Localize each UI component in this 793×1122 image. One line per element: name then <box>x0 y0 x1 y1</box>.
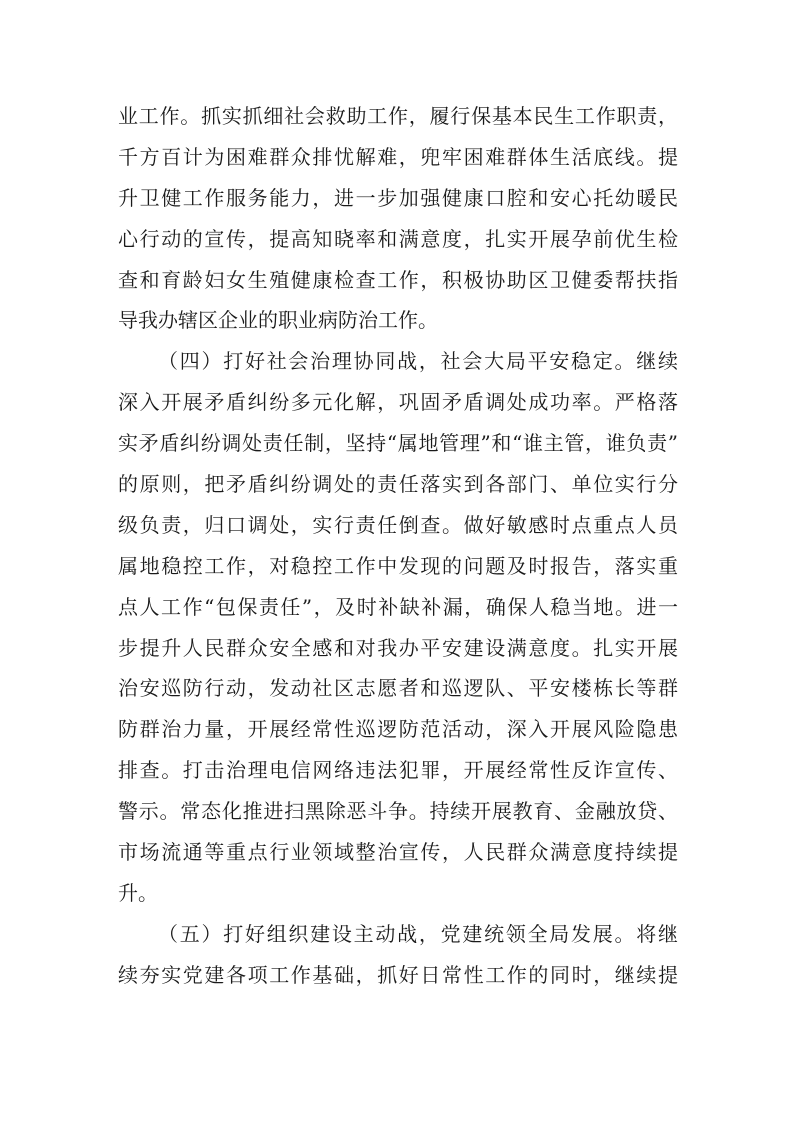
document-body <box>118 96 678 996</box>
text-line: 市场流通等重点行业领域整治宣传，人民群众满意度持续提 <box>118 840 678 865</box>
text-line: 治安巡防行动，发动社区志愿者和巡逻队、平安楼栋长等群 <box>118 676 678 701</box>
text-line: 步提升人民群众安全感和对我办平安建设满意度。扎实开展 <box>118 635 678 660</box>
text-line: 导我办辖区企业的职业病防治工作。 <box>118 308 438 333</box>
text-line: 查和育龄妇女生殖健康检查工作，积极协助区卫健委帮扶指 <box>118 267 678 292</box>
text-line: 升。 <box>118 880 158 905</box>
text-line: 警示。常态化推进扫黑除恶斗争。持续开展教育、金融放贷、 <box>118 799 678 824</box>
text-line: 的原则，把矛盾纠纷调处的责任落实到各部门、单位实行分 <box>118 472 678 497</box>
text-line: 业工作。抓实抓细社会救助工作，履行保基本民生工作职责， <box>118 104 678 128</box>
text-line: 实矛盾纠纷调处责任制，坚持“属地管理”和“谁主管，谁负责” <box>118 431 678 456</box>
text-line: （五）打好组织建设主动战，党建统领全局发展。将继 <box>158 921 678 946</box>
text-line: 深入开展矛盾纠纷多元化解，巩固矛盾调处成功率。严格落 <box>118 390 678 415</box>
text-line: 续夯实党建各项工作基础，抓好日常性工作的同时，继续提 <box>118 962 678 987</box>
text-line: 属地稳控工作，对稳控工作中发现的问题及时报告，落实重 <box>118 553 678 578</box>
text-line: 点人工作“包保责任”，及时补缺补漏，确保人稳当地。进一 <box>118 594 678 619</box>
text-line: 心行动的宣传，提高知晓率和满意度，扎实开展孕前优生检 <box>118 226 678 251</box>
text-line: 级负责，归口调处，实行责任倒查。做好敏感时点重点人员 <box>118 512 678 537</box>
text-line: （四）打好社会治理协同战，社会大局平安稳定。继续 <box>158 349 678 374</box>
text-line: 千方百计为困难群众排忧解难，兜牢困难群体生活底线。提 <box>118 144 678 169</box>
text-line: 升卫健工作服务能力，进一步加强健康口腔和安心托幼暖民 <box>118 185 678 210</box>
text-line: 防群治力量，开展经常性巡逻防范活动，深入开展风险隐患 <box>118 717 678 742</box>
text-line: 排查。打击治理电信网络违法犯罪，开展经常性反诈宣传、 <box>118 758 678 783</box>
